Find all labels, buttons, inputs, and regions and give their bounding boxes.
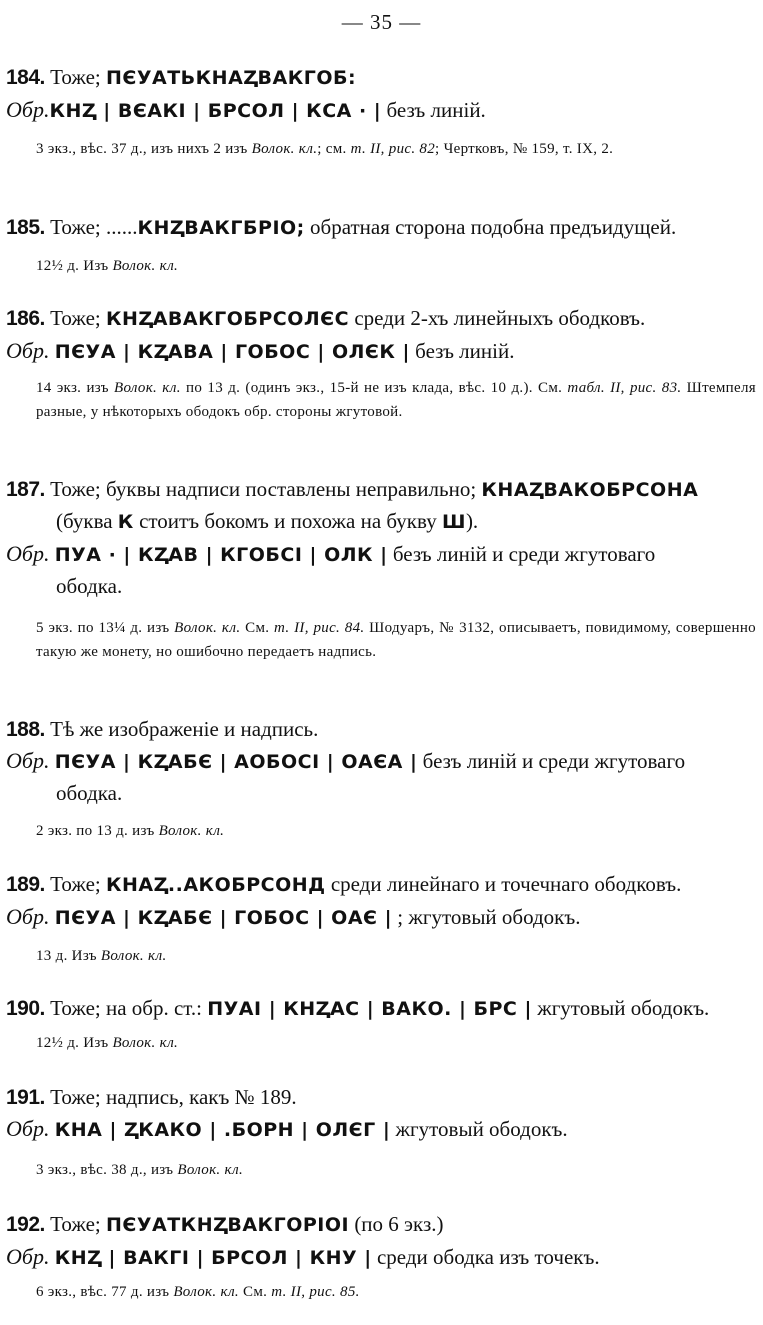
note-text: 3 экз., вѣс. 38 д., изъ [36,1162,174,1178]
entry-text: Тоже; [50,1212,101,1236]
entry-text: (по 6 экз.) [354,1212,444,1236]
entry-text: ; жгутовый ободокъ. [397,905,581,929]
entry-text: безъ линій. [415,339,515,363]
entry-184 [6,62,756,161]
entry-192 [6,1209,756,1304]
entry-number: 192. [6,1213,45,1236]
entry-text: жгутовый ободокъ. [537,996,710,1020]
entry-text: среди ободка изъ точекъ. [376,1245,600,1269]
entry-number: 188. [6,718,45,741]
note-text: См. [245,620,270,636]
entry-note [6,616,756,664]
entry-text: Тоже; надпись, какъ № 189. [50,1085,297,1109]
entry-note [6,819,756,843]
note-text: по 13 д. (одинъ экз., 15-й не изъ клада, вѣс. 10 д.). См. [186,380,563,396]
note-text: Штемпеля разные, у нѣкоторыхъ ободокъ обр. стороны жгутовой. [36,380,756,420]
entry-number: 190. [6,997,45,1020]
entry-189 [6,869,756,968]
obverse-label: Обр. [6,338,50,363]
note-reference: т. II, рис. 84. [274,620,365,636]
entry-text: Тоже; ...... [50,215,138,239]
entry-text: (буква [56,509,113,533]
entry-note [6,376,756,424]
note-source: Волок. кл. [100,948,167,964]
note-text: См. [243,1284,268,1300]
note-reference: т. II, рис. 82 [350,141,436,157]
note-source: Волок. кл. [251,141,318,157]
entry-text: обратная сторона подобна предъидущей. [310,215,677,239]
legend-text: ПЄУА | КⱫАВА | ГОБОС | ОЛЄК | [54,341,410,363]
entry-number: 184. [6,66,45,89]
entry-note [6,1031,756,1055]
legend-text: ПУА · | КⱫАВ | КГОБСІ | ОЛК | [54,544,388,566]
legend-letter: Ш [441,511,466,533]
legend-text: КНⱫВАКГБРІО; [137,217,305,239]
entry-text: жгутовый ободокъ. [395,1117,568,1141]
note-text: 5 экз. по 13¼ д. изъ [36,620,170,636]
note-text: Шодуаръ, № 3132, описываетъ, повидимому, совершенно такую же монету, но ошибочно передаетъ надпись. [36,620,756,660]
entry-text: ободка. [56,781,123,805]
legend-text: КНⱫ | ВАКГІ | БРСОЛ | КНУ | [54,1247,372,1269]
entry-text: среди 2-хъ линейныхъ ободковъ. [354,306,646,330]
legend-text: КНА | ⱫКАКО | .БОРН | ОЛЄГ | [54,1119,391,1141]
note-text: 13 д. Изъ [36,948,97,964]
obverse-label: Обр. [6,541,50,566]
note-text: 2 экз. по 13 д. изъ [36,823,155,839]
entry-number: 187. [6,478,45,501]
obverse-label: Обр. [6,1244,50,1269]
entry-number: 189. [6,873,45,896]
note-text: ; Чертковъ, № 159, т. IX, 2. [435,141,614,157]
note-reference: табл. II, рис. 83. [567,380,682,396]
legend-text: ПУАІ | КНⱫАС | ВАКО. | БРС | [207,998,532,1020]
entry-number: 186. [6,307,45,330]
note-source: Волок. кл. [173,1284,239,1300]
entry-text: безъ линій и среди жгутоваго [392,542,656,566]
legend-text: КНⱫАВАКГОБРСОЛЄС [106,308,350,330]
note-text: 12½ д. Изъ [36,258,109,274]
entry-text: Тоже; [50,872,101,896]
entry-text: ободка. [56,574,123,598]
note-text: ; см. [317,141,347,157]
note-source: Волок. кл. [177,1162,244,1178]
note-text: 3 экз., вѣс. 37 д., изъ нихъ 2 изъ [36,141,248,157]
entry-note [6,254,756,278]
entry-text: Тѣ же изображеніе и надпись. [50,717,319,741]
page-number: — 35 — [341,10,422,34]
legend-text: ПЄУАТЬКНАⱫВАКГОБ: [106,67,357,89]
entry-text: ). [465,509,479,533]
entry-number: 191. [6,1086,45,1109]
entry-187 [6,474,756,664]
entry-text: безъ линій. [386,98,486,122]
note-reference: т. II, рис. 85. [271,1284,360,1300]
entry-number: 185. [6,216,45,239]
legend-text: ПЄУАТКНⱫВАКГОРІОІ [106,1214,350,1236]
entry-191 [6,1082,756,1182]
obverse-label: Обр. [6,904,50,929]
legend-text: ПЄУА | КⱫАБЄ | АОБОСІ | ОАЄА | [54,751,418,773]
note-source: Волок. кл. [158,823,225,839]
legend-text: КНАⱫ..АКОБРСОНД [106,874,326,896]
entry-188 [6,714,756,843]
obverse-label: Обр. [6,97,50,122]
legend-text: КНⱫ | ВЄАКІ | БРСОЛ | КСА · | [49,100,382,122]
entry-190 [6,993,756,1055]
obverse-label: Обр. [6,748,50,773]
entry-note [6,1280,756,1304]
note-source: Волок. кл. [112,258,179,274]
entry-text: Тоже; на обр. ст.: [50,996,202,1020]
legend-text: КНАⱫВАКОБРСОНА [481,479,699,501]
entry-note [6,137,756,161]
note-source: Волок. кл. [112,1035,179,1051]
entry-text: стоитъ бокомъ и похожа на букву [139,509,437,533]
note-text: 14 экз. изъ [36,380,109,396]
entry-note [6,944,756,968]
entry-text: Тоже; [50,306,101,330]
entry-text: Тоже; [50,65,101,89]
entry-note [6,1158,756,1182]
legend-letter: К [117,511,134,533]
legend-text: ПЄУА | КⱫАБЄ | ГОБОС | ОАЄ | [54,907,393,929]
note-source: Волок. кл. [174,620,241,636]
entry-186 [6,303,756,424]
entry-185 [6,212,756,278]
entry-text: безъ линій и среди жгутоваго [422,749,686,773]
note-text: 12½ д. Изъ [36,1035,109,1051]
note-source: Волок. кл. [114,380,181,396]
obverse-label: Обр. [6,1116,50,1141]
entry-text: Тоже; буквы надписи поставлены неправильно; [50,477,477,501]
entry-text: среди линейнаго и точечнаго ободковъ. [330,872,682,896]
note-text: 6 экз., вѣс. 77 д. изъ [36,1284,170,1300]
